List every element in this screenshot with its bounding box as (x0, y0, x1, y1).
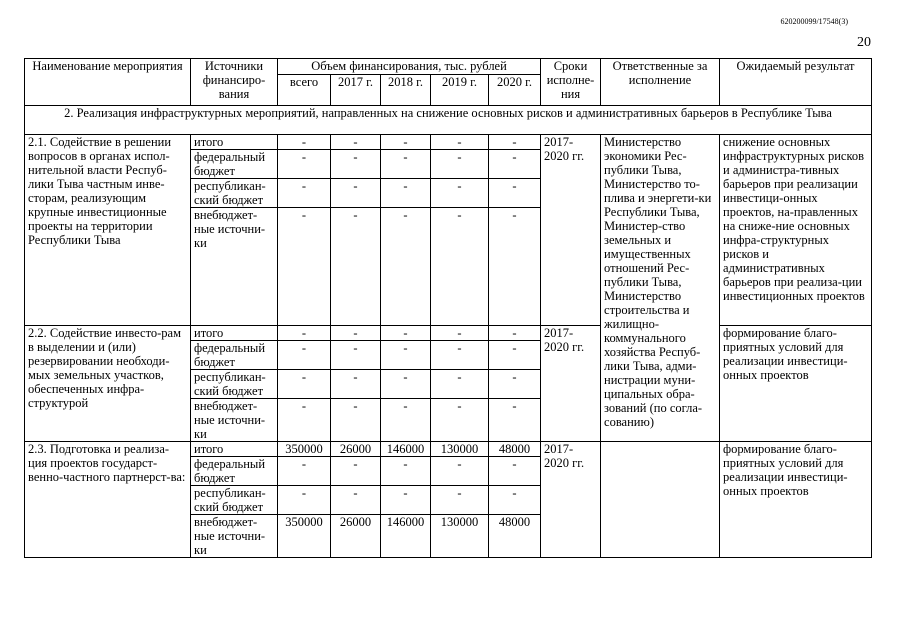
activity-name: 2.3. Подготовка и реализа-ция проектов государст-венно-частного партнерст-ва: (25, 442, 191, 558)
value-2019: - (431, 150, 489, 179)
header-terms: Сроки исполне-ния (541, 59, 601, 106)
value-2017: - (331, 326, 381, 341)
value-2020: - (489, 150, 541, 179)
value-2020: - (489, 370, 541, 399)
value-total: - (278, 208, 331, 326)
source-label: федеральный бюджет (191, 457, 278, 486)
source-label: внебюджет-ные источни-ки (191, 399, 278, 442)
header-2018: 2018 г. (381, 75, 431, 106)
value-2020: - (489, 399, 541, 442)
value-total: - (278, 399, 331, 442)
value-2019: - (431, 370, 489, 399)
value-2018: - (381, 486, 431, 515)
value-total: - (278, 457, 331, 486)
value-2020: - (489, 341, 541, 370)
responsible-parties: Министерство экономики Рес-публики Тыва, Министерство то-плива и энергети-ки Республики Тыва, Министер-ство земельных и имущественных отношений Рес-публики Тыва, Министерство строительства и жилищно-коммунального хозяйства Респуб-лики Тыва, адми-нистрации муни-ципальных обра-зований (по согла-сованию) (601, 135, 720, 442)
source-label: внебюджет-ные источни-ки (191, 208, 278, 326)
value-2019: - (431, 208, 489, 326)
header-responsible: Ответственные за исполнение (601, 59, 720, 106)
source-label: итого (191, 326, 278, 341)
value-2019: 130000 (431, 515, 489, 558)
header-2020: 2020 г. (489, 75, 541, 106)
value-2018: 146000 (381, 515, 431, 558)
value-2019: - (431, 135, 489, 150)
value-2020: - (489, 135, 541, 150)
value-2017: - (331, 208, 381, 326)
value-2020: - (489, 486, 541, 515)
value-total: - (278, 370, 331, 399)
value-2019: 130000 (431, 442, 489, 457)
value-2018: - (381, 208, 431, 326)
value-2019: - (431, 341, 489, 370)
header-2017: 2017 г. (331, 75, 381, 106)
header-name: Наименование мероприятия (25, 59, 191, 106)
value-2017: - (331, 179, 381, 208)
source-label: итого (191, 442, 278, 457)
value-total: - (278, 486, 331, 515)
value-total: 350000 (278, 442, 331, 457)
value-2018: - (381, 179, 431, 208)
value-2018: - (381, 150, 431, 179)
value-total: - (278, 341, 331, 370)
value-2018: - (381, 399, 431, 442)
value-2017: 26000 (331, 515, 381, 558)
value-2017: - (331, 486, 381, 515)
value-2018: 146000 (381, 442, 431, 457)
source-label: федеральный бюджет (191, 341, 278, 370)
term: 2017-2020 гг. (541, 326, 601, 442)
value-2019: - (431, 179, 489, 208)
value-2018: - (381, 341, 431, 370)
value-2020: - (489, 179, 541, 208)
value-2018: - (381, 370, 431, 399)
value-2017: - (331, 370, 381, 399)
source-label: республикан-ский бюджет (191, 179, 278, 208)
value-total: - (278, 135, 331, 150)
value-2018: - (381, 135, 431, 150)
value-2019: - (431, 399, 489, 442)
value-2017: 26000 (331, 442, 381, 457)
value-2020: - (489, 457, 541, 486)
activities-table (24, 58, 872, 558)
value-2017: - (331, 457, 381, 486)
value-2020: - (489, 326, 541, 341)
responsible-parties-empty (601, 442, 720, 558)
value-2020: 48000 (489, 515, 541, 558)
header-volume: Объем финансирования, тыс. рублей (278, 59, 541, 75)
source-label: федеральный бюджет (191, 150, 278, 179)
value-2018: - (381, 457, 431, 486)
page-number: 20 (857, 35, 871, 50)
value-2019: - (431, 457, 489, 486)
value-total: - (278, 179, 331, 208)
value-2018: - (381, 326, 431, 341)
expected-result: формирование благо-приятных условий для реализации инвестици-онных проектов (720, 442, 872, 558)
value-total: - (278, 150, 331, 179)
source-label: итого (191, 135, 278, 150)
section-title: 2. Реализация инфраструктурных мероприятий, направленных на снижение основных рисков и административных барьеров в Республике Тыва (25, 106, 872, 135)
value-2019: - (431, 486, 489, 515)
activity-name: 2.1. Содействие в решении вопросов в органах испол-нительной власти Респуб-лики Тыва частным инве-сторам, реализующим крупные инвестиционные проекты на территории Республики Тыва (25, 135, 191, 326)
value-2020: 48000 (489, 442, 541, 457)
document-id: 620200099/17548(3) (780, 17, 848, 26)
header-total: всего (278, 75, 331, 106)
value-2020: - (489, 208, 541, 326)
source-label: республикан-ский бюджет (191, 486, 278, 515)
activity-name: 2.2. Содействие инвесто-рам в выделении и (или) резервировании необходи-мых земельных участков, обеспеченных инфра-структурой (25, 326, 191, 442)
value-2017: - (331, 135, 381, 150)
value-2019: - (431, 326, 489, 341)
term: 2017-2020 гг. (541, 135, 601, 326)
expected-result: снижение основных инфраструктурных рисков и администра-тивных барьеров при реализации инвестици-онных проектов, на-правленных на сниже-ние основных инфра-структурных рисков и административных барьеров при реализа-ции инвестиционных проектов (720, 135, 872, 326)
source-label: республикан-ский бюджет (191, 370, 278, 399)
header-sources: Источники финансиро-вания (191, 59, 278, 106)
header-2019: 2019 г. (431, 75, 489, 106)
expected-result: формирование благо-приятных условий для реализации инвестици-онных проектов (720, 326, 872, 442)
header-result: Ожидаемый результат (720, 59, 872, 106)
source-label: внебюджет-ные источни-ки (191, 515, 278, 558)
value-2017: - (331, 341, 381, 370)
term: 2017-2020 гг. (541, 442, 601, 558)
value-total: - (278, 326, 331, 341)
value-2017: - (331, 150, 381, 179)
value-2017: - (331, 399, 381, 442)
value-total: 350000 (278, 515, 331, 558)
